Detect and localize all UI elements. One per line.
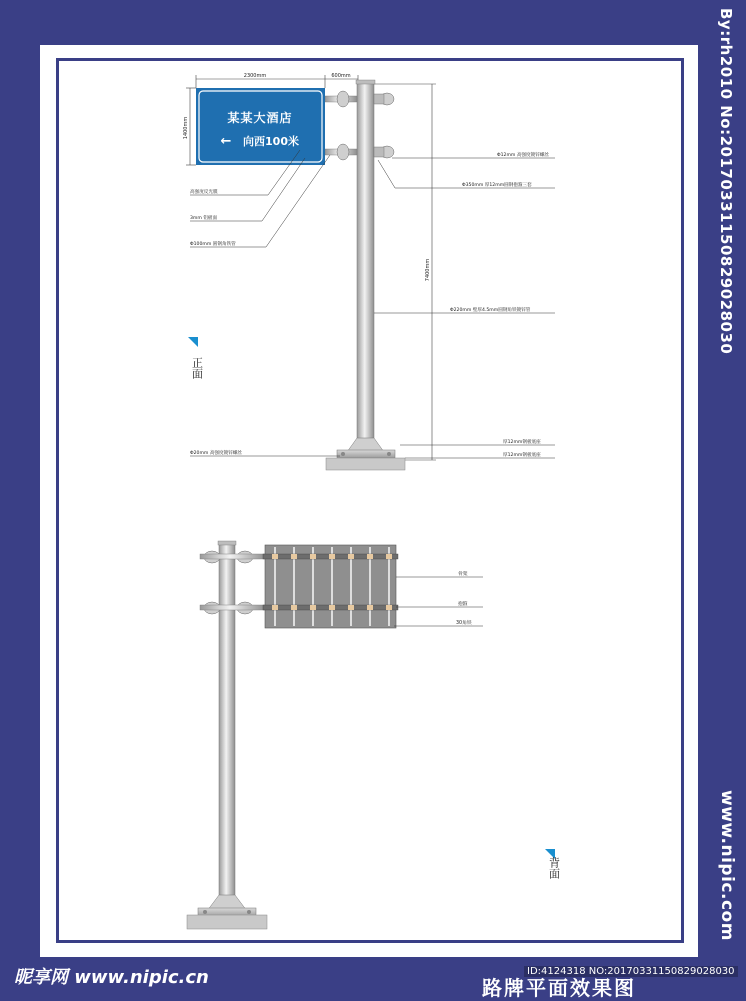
callout-galvanized-pole: Φ220mm 壁厚4.5mm圆钢角铁镀锌管 <box>450 308 531 313</box>
front-base <box>326 438 405 470</box>
watermark-logo: 昵享网 www.nipic.cn <box>14 967 209 988</box>
sign-panel <box>196 88 325 165</box>
dim-width-label: 2300mm <box>243 73 267 79</box>
back-base <box>187 895 267 929</box>
back-view-label: 背面 <box>547 857 561 879</box>
callout-hoop-back: 抱箍 <box>458 602 468 607</box>
front-left-leaders <box>190 150 340 456</box>
sign-direction: 向西100米 <box>243 135 299 148</box>
watermark-side-bottom: www.nipic.com <box>717 790 737 941</box>
callout-aluminum-panel: 3mm 铝板面 <box>190 216 218 221</box>
front-view-label: 正面 <box>190 357 204 379</box>
sign-title: 某某大酒店 <box>227 111 293 125</box>
callout-bolt-12: Φ12mm 高强度镀锌螺丝 <box>497 153 550 158</box>
callout-frame: 骨架 <box>458 572 468 577</box>
callout-steel-pipe: Φ100mm 圆钢角铁管 <box>190 242 236 247</box>
callout-anchor-bolt: Φ20mm 高强度镀锌螺丝 <box>190 451 243 456</box>
dim-height-label: 1400mm <box>183 116 189 140</box>
watermark-id: ID:4124318 NO:20170331150829028030 <box>524 966 738 977</box>
callout-angle-iron: 30角铁 <box>456 621 472 626</box>
arrow-left-icon: ← <box>220 134 232 149</box>
back-leaders <box>394 577 483 626</box>
watermark-side-top: By:rh2010 No:20170331150829028030 <box>717 8 735 355</box>
front-label-marker-icon <box>188 337 198 347</box>
callout-hoop: Φ350mm 厚12mm圆钢抱箍三套 <box>462 183 532 188</box>
callout-reflective-film: 高强度反光膜 <box>190 190 218 195</box>
callout-base-plate-1: 厚12mm钢板底座 <box>503 440 541 445</box>
front-pole <box>357 82 374 450</box>
page-title: 路牌平面效果图 <box>482 976 636 1000</box>
dim-pole-label: 7400mm <box>425 258 431 282</box>
front-view <box>183 73 555 470</box>
callout-base-plate-2: 厚12mm钢板底座 <box>503 453 541 458</box>
front-pole-cap <box>356 80 375 84</box>
back-view <box>187 541 561 929</box>
back-pole <box>219 543 235 910</box>
dim-arm-label: 600mm <box>331 73 351 79</box>
back-pole-cap <box>218 541 236 545</box>
